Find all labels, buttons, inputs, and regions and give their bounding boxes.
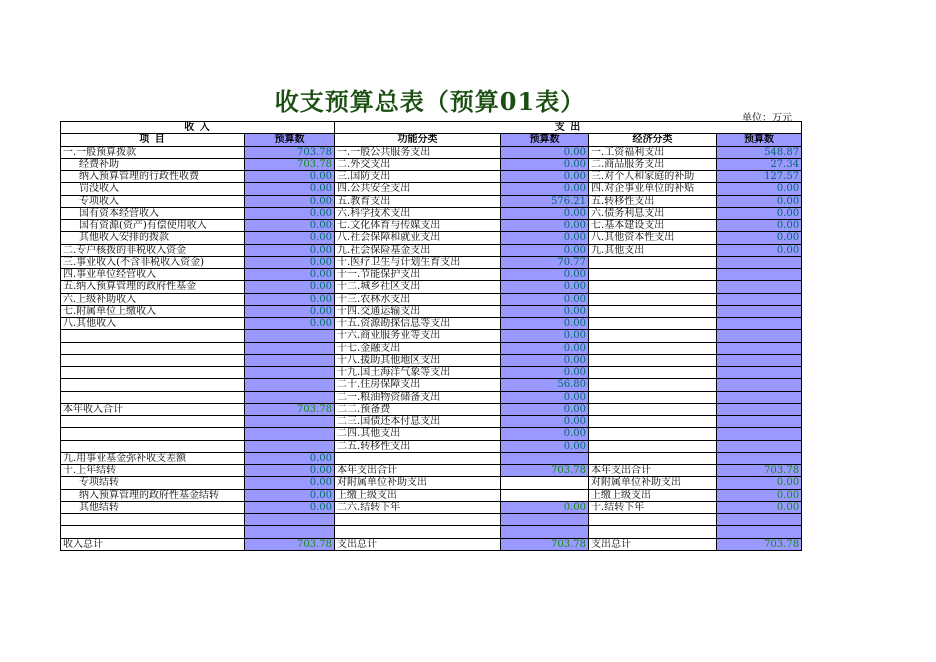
economic-budget-cell [717,293,802,305]
function-budget-cell: 56.80 [501,379,589,391]
function-budget-cell: 0.00 [501,391,589,403]
income-item-cell [61,440,245,452]
function-budget-cell: 0.00 [501,305,589,317]
table-row [61,158,802,170]
economic-item-cell [589,318,717,330]
income-item-cell [61,428,245,440]
income-item-cell [61,354,245,366]
economic-item-cell [589,440,717,452]
table-row [61,256,802,268]
income-budget-cell [245,354,335,366]
function-item-cell: 上缴上级支出 [335,489,501,501]
budget-table [60,121,802,551]
income-item-cell [61,526,245,538]
function-item-cell: 十二.城乡社区支出 [335,281,501,293]
table-row [61,391,802,403]
economic-budget-cell: 0.00 [717,232,802,244]
function-item-cell [335,452,501,464]
function-item-cell [335,526,501,538]
function-item-cell: 七.文化体育与传媒支出 [335,220,501,232]
income-budget-cell: 0.00 [245,305,335,317]
unit-label: 单位：万元 [742,113,792,124]
table-row [61,477,802,489]
table-row [61,501,802,513]
income-item-cell: 六.上级补助收入 [61,293,245,305]
function-budget-cell: 0.00 [501,342,589,354]
income-budget-cell: 0.00 [245,171,335,183]
table-row [61,416,802,428]
table-row [61,367,802,379]
function-budget-cell: 0.00 [501,269,589,281]
income-item-cell: 国有资本经营收入 [61,207,245,219]
economic-budget-cell: 703.78 [717,465,802,477]
income-item-cell: 其他收入安排的拨款 [61,232,245,244]
function-budget-cell: 0.00 [501,281,589,293]
economic-budget-cell: 0.00 [717,477,802,489]
table-row [61,281,802,293]
function-class-column-header: 功能分类 [335,134,501,146]
table-row [61,514,802,526]
function-budget-cell: 0.00 [501,416,589,428]
function-item-cell: 六.科学技术支出 [335,207,501,219]
function-budget-cell: 703.78 [501,465,589,477]
income-budget-cell: 0.00 [245,281,335,293]
function-budget-cell [501,452,589,464]
economic-item-cell: 一.工资福利支出 [589,146,717,158]
function-item-cell: 二六.结转下年 [335,501,501,513]
table-row [61,538,802,550]
income-budget-cell [245,416,335,428]
income-item-cell: 一.一般预算拨款 [61,146,245,158]
page-title: 收支预算总表（预算01表） [274,87,586,116]
table-row [61,403,802,415]
income-budget-cell: 0.00 [245,318,335,330]
economic-budget-cell: 0.00 [717,489,802,501]
income-item-cell: 八.其他收入 [61,318,245,330]
function-item-cell: 四.公共安全支出 [335,183,501,195]
economic-budget-cell [717,440,802,452]
budget-table-body [61,122,802,551]
header-row-columns [61,134,802,146]
header-row-sections [61,122,802,134]
economic-budget-cell: 0.00 [717,501,802,513]
function-item-cell: 十六.商业服务业等支出 [335,330,501,342]
function-item-cell: 支出总计 [335,538,501,550]
function-item-cell: 十一.节能保护支出 [335,269,501,281]
economic-item-cell [589,428,717,440]
income-budget-cell [245,428,335,440]
economic-item-cell [589,293,717,305]
economic-budget-cell [717,256,802,268]
function-item-cell: 十九.国土海洋气象等支出 [335,367,501,379]
table-row [61,342,802,354]
economic-budget-cell: 0.00 [717,207,802,219]
income-item-cell: 九.用事业基金弥补收支差额 [61,452,245,464]
economic-item-cell: 二.商品服务支出 [589,158,717,170]
income-item-cell [61,379,245,391]
economic-budget-cell [717,403,802,415]
function-budget-cell: 0.00 [501,318,589,330]
economic-budget-cell: 27.34 [717,158,802,170]
income-budget-column-header: 预算数 [245,134,335,146]
income-budget-cell: 0.00 [245,293,335,305]
economic-item-cell: 支出总计 [589,538,717,550]
income-budget-cell: 0.00 [245,220,335,232]
function-budget-cell: 0.00 [501,330,589,342]
income-budget-cell [245,440,335,452]
function-budget-cell: 0.00 [501,354,589,366]
income-item-cell: 经费补助 [61,158,245,170]
function-item-cell: 十八.援助其他地区支出 [335,354,501,366]
function-budget-cell: 0.00 [501,501,589,513]
income-budget-cell: 703.78 [245,158,335,170]
table-row [61,244,802,256]
economic-item-cell [589,269,717,281]
table-row [61,293,802,305]
income-budget-cell: 0.00 [245,452,335,464]
economic-budget-cell [717,428,802,440]
function-item-cell: 三.国防支出 [335,171,501,183]
income-item-cell [61,416,245,428]
table-row [61,465,802,477]
income-budget-cell: 0.00 [245,232,335,244]
expense-section-header: 支 出 [335,122,802,134]
economic-budget-cell [717,342,802,354]
income-budget-cell: 0.00 [245,244,335,256]
function-item-cell: 二一.粮油物资储备支出 [335,391,501,403]
income-item-cell: 七.附属单位上缴收入 [61,305,245,317]
table-row [61,330,802,342]
economic-item-cell [589,281,717,293]
table-row [61,379,802,391]
function-budget-cell: 0.00 [501,232,589,244]
function-budget-cell: 0.00 [501,220,589,232]
economic-budget-cell [717,281,802,293]
economic-item-cell [589,514,717,526]
economic-item-cell: 五.转移性支出 [589,195,717,207]
economic-budget-cell [717,354,802,366]
table-row [61,232,802,244]
economic-budget-cell: 703.78 [717,538,802,550]
income-item-cell: 十.上年结转 [61,465,245,477]
function-budget-cell: 0.00 [501,158,589,170]
function-item-cell: 二五.转移性支出 [335,440,501,452]
income-item-cell: 罚没收入 [61,183,245,195]
income-budget-cell: 0.00 [245,489,335,501]
function-budget-cell: 70.77 [501,256,589,268]
income-item-cell: 二.专户核拨的非税收入资金 [61,244,245,256]
income-item-cell: 专项收入 [61,195,245,207]
income-budget-cell: 703.78 [245,538,335,550]
function-item-cell: 十三.农林水支出 [335,293,501,305]
function-item-cell: 十四.交通运输支出 [335,305,501,317]
economic-item-cell [589,330,717,342]
income-item-cell [61,330,245,342]
income-section-header: 收 入 [61,122,335,134]
economic-budget-cell [717,269,802,281]
income-budget-cell: 0.00 [245,183,335,195]
income-budget-cell [245,514,335,526]
economic-item-cell [589,416,717,428]
table-row [61,183,802,195]
income-budget-cell: 0.00 [245,269,335,281]
function-budget-cell: 0.00 [501,428,589,440]
function-item-cell: 八.社会保障和就业支出 [335,232,501,244]
table-row [61,146,802,158]
income-budget-cell: 0.00 [245,207,335,219]
function-budget-cell: 0.00 [501,244,589,256]
function-item-cell: 十七.金融支出 [335,342,501,354]
table-row [61,428,802,440]
economic-budget-cell [717,379,802,391]
table-row [61,220,802,232]
function-item-cell: 二三.国债还本付息支出 [335,416,501,428]
income-budget-cell [245,367,335,379]
economic-budget-cell: 548.87 [717,146,802,158]
income-budget-cell: 0.00 [245,465,335,477]
function-item-cell: 九.社会保险基金支出 [335,244,501,256]
economic-budget-cell [717,330,802,342]
income-budget-cell [245,526,335,538]
economic-budget-cell [717,305,802,317]
economic-budget-cell [717,391,802,403]
economic-budget-cell: 0.00 [717,195,802,207]
income-item-cell: 四.事业单位经营收入 [61,269,245,281]
income-budget-cell: 0.00 [245,501,335,513]
table-row [61,440,802,452]
economic-item-cell [589,391,717,403]
economic-budget-cell [717,416,802,428]
function-budget-cell: 0.00 [501,183,589,195]
table-row [61,195,802,207]
income-item-cell: 纳入预算管理的政府性基金结转 [61,489,245,501]
function-budget-cell: 0.00 [501,403,589,415]
income-budget-cell: 703.78 [245,403,335,415]
economic-item-cell [589,342,717,354]
income-item-cell [61,342,245,354]
function-budget-cell [501,477,589,489]
economic-item-cell [589,256,717,268]
function-item-cell: 十.医疗卫生与计划生育支出 [335,256,501,268]
function-budget-cell: 703.78 [501,538,589,550]
function-item-cell: 十五.资源勘探信息等支出 [335,318,501,330]
economic-item-cell: 对附属单位补助支出 [589,477,717,489]
income-item-cell [61,391,245,403]
function-budget-cell: 0.00 [501,440,589,452]
function-item-cell: 二四.其他支出 [335,428,501,440]
function-item-cell [335,514,501,526]
function-item-cell: 本年支出合计 [335,465,501,477]
economic-budget-cell [717,514,802,526]
income-item-cell: 收入总计 [61,538,245,550]
function-budget-cell: 0.00 [501,171,589,183]
income-budget-cell [245,391,335,403]
function-item-cell: 二十.住房保障支出 [335,379,501,391]
function-item-cell: 对附属单位补助支出 [335,477,501,489]
economic-item-cell [589,452,717,464]
economic-budget-cell [717,526,802,538]
economic-budget-cell [717,452,802,464]
function-budget-cell [501,514,589,526]
function-budget-cell: 0.00 [501,293,589,305]
income-item-cell: 专项结转 [61,477,245,489]
function-item-cell: 二二.预备费 [335,403,501,415]
economic-item-cell: 六.债务利息支出 [589,207,717,219]
income-budget-cell: 0.00 [245,477,335,489]
table-row [61,318,802,330]
function-budget-cell [501,489,589,501]
economic-item-cell: 七.基本建设支出 [589,220,717,232]
economic-budget-cell [717,367,802,379]
function-item-cell: 二.外交支出 [335,158,501,170]
income-budget-cell [245,342,335,354]
economic-class-column-header: 经济分类 [589,134,717,146]
economic-item-cell: 本年支出合计 [589,465,717,477]
income-item-cell: 其他结转 [61,501,245,513]
economic-item-cell [589,305,717,317]
economic-item-cell [589,367,717,379]
income-budget-cell: 0.00 [245,195,335,207]
table-row [61,354,802,366]
table-row [61,489,802,501]
economic-item-cell: 上缴上级支出 [589,489,717,501]
economic-budget-cell: 0.00 [717,220,802,232]
income-item-cell: 三.事业收入(不含非税收入资金) [61,256,245,268]
economic-item-cell [589,354,717,366]
item-column-header: 项 目 [61,134,245,146]
function-budget-cell: 0.00 [501,146,589,158]
table-row [61,269,802,281]
economic-item-cell: 三.对个人和家庭的补助 [589,171,717,183]
function-budget-cell: 0.00 [501,367,589,379]
function-item-cell: 一.一般公共服务支出 [335,146,501,158]
economic-budget-cell [717,318,802,330]
function-budget-column-header: 预算数 [501,134,589,146]
economic-item-cell [589,526,717,538]
economic-item-cell [589,403,717,415]
economic-budget-cell: 0.00 [717,244,802,256]
economic-budget-cell: 0.00 [717,183,802,195]
income-budget-cell: 0.00 [245,256,335,268]
economic-item-cell [589,379,717,391]
income-item-cell [61,514,245,526]
economic-budget-cell: 127.57 [717,171,802,183]
function-budget-cell: 576.21 [501,195,589,207]
function-item-cell: 五.教育支出 [335,195,501,207]
income-item-cell [61,367,245,379]
economic-item-cell: 十.结转下年 [589,501,717,513]
function-budget-cell [501,526,589,538]
table-row [61,207,802,219]
income-item-cell: 纳入预算管理的行政性收费 [61,171,245,183]
table-row [61,452,802,464]
function-budget-cell: 0.00 [501,207,589,219]
income-item-cell: 五.纳入预算管理的政府性基金 [61,281,245,293]
table-row [61,171,802,183]
income-item-cell: 本年收入合计 [61,403,245,415]
income-item-cell: 国有资源(资产)有偿使用收入 [61,220,245,232]
income-budget-cell: 703.78 [245,146,335,158]
table-row [61,526,802,538]
income-budget-cell [245,379,335,391]
economic-item-cell: 八.其他资本性支出 [589,232,717,244]
table-row [61,305,802,317]
economic-item-cell: 四.对企事业单位的补贴 [589,183,717,195]
economic-item-cell: 九.其他支出 [589,244,717,256]
income-budget-cell [245,330,335,342]
economic-budget-column-header: 预算数 [717,134,802,146]
